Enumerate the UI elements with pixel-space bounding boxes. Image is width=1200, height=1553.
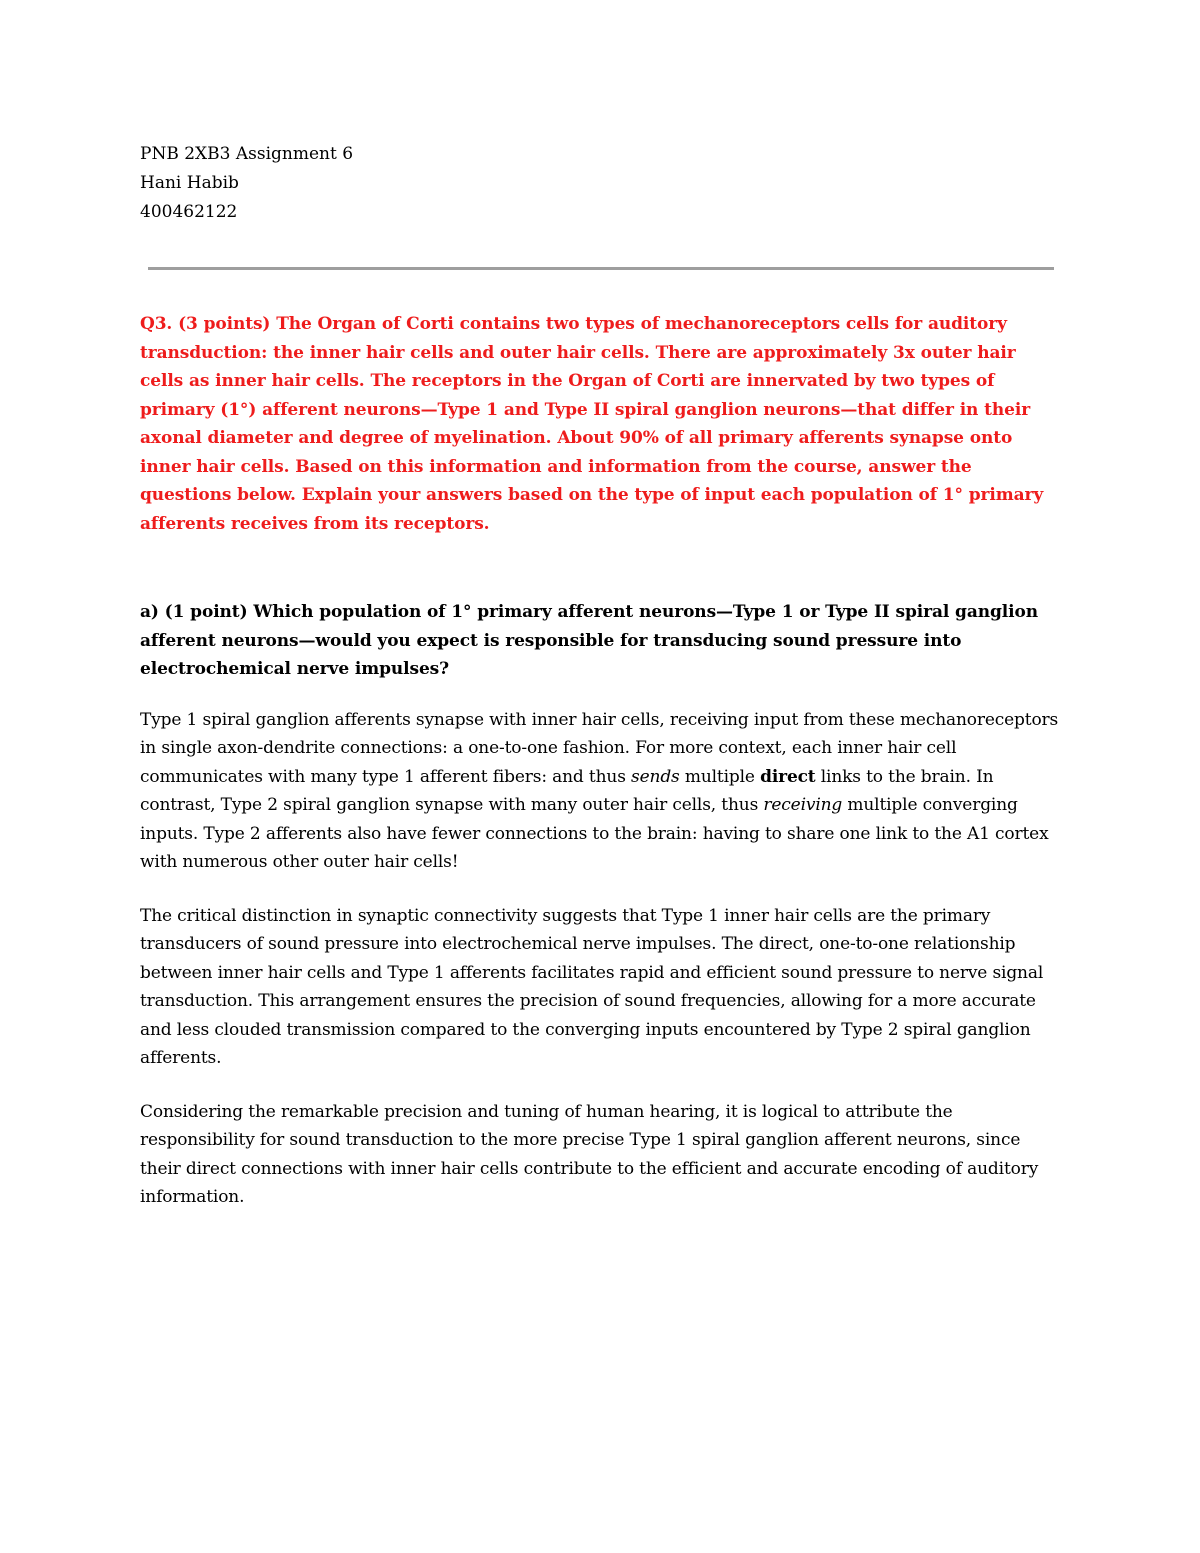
question-q3: Q3. (3 points) The Organ of Corti contains two types of mechanoreceptors cells for auditory transduction: the inner hair cells and outer hair cells. There are approximately 3x outer hair cells as inner hair cells. The receptors in the Organ of Corti are innervated by two types of primary (1°) afferent neurons—Type 1 and Type II spiral ganglion neurons—that differ in their axonal diameter and degree of myelination. About 90% of all primary afferents synapse onto inner hair cells. Based on this information and information from the course, answer the questions below. Explain your answers based on the type of input each population of 1° primary afferents receives from its receptors. xyxy=(140,314,1044,534)
answer-paragraph-2: The critical distinction in synaptic connectivity suggests that Type 1 inner hair cells are the primary transducers of sound pressure into electrochemical nerve impulses. The direct, one-to-one relationship between inner hair cells and Type 1 afferents facilitates rapid and efficient sound pressure to nerve signal transduction. This arrangement ensures the precision of sound frequencies, allowing for a more accurate and less clouded transmission compared to the converging inputs encountered by Type 2 spiral ganglion afferents. xyxy=(140,905,1044,1068)
answer-text: multiple converging inputs. Type 2 afferents also have fewer connections to the brain: having to share one link to the A1 cortex with numerous other outer hair cells! xyxy=(140,795,1049,872)
answer-paragraph-1 xyxy=(140,706,1060,877)
emphasis-receiving: receiving xyxy=(763,795,843,815)
author-name: Hani Habib xyxy=(140,173,239,193)
bold-direct: direct xyxy=(760,766,816,787)
answer-text: links to the brain. In contrast, Type 2 spiral ganglion synapse with many outer hair cells, thus xyxy=(140,766,994,815)
course-assignment-line: PNB 2XB3 Assignment 6 xyxy=(140,144,354,164)
answer-paragraph-3: Considering the remarkable precision and tuning of human hearing, it is logical to attribute the responsibility for sound transduction to the more precise Type 1 spiral ganglion afferent neurons, since their direct connections with inner hair cells contribute to the efficient and accurate encoding of auditory information. xyxy=(140,1101,1039,1207)
emphasis-sends: sends xyxy=(631,766,680,787)
answer-text: Type 1 spiral ganglion afferents synapse with inner hair cells, receiving input from these mechanoreceptors in single axon-dendrite connections: a one-to-one fashion. For more context, each inner hair cell communicates with many type 1 afferent fibers: and thus xyxy=(140,709,1059,787)
horizontal-rule xyxy=(148,267,1054,270)
student-id: 400462122 xyxy=(140,202,238,222)
question-part-a: a) (1 point) Which population of 1° primary afferent neurons—Type 1 or Type II spiral ganglion afferent neurons—would you expect is responsible for transducing sound pressure into electrochemical nerve impulses? xyxy=(140,602,1039,679)
answer-text: multiple xyxy=(679,766,761,787)
document-body xyxy=(140,140,1060,1212)
